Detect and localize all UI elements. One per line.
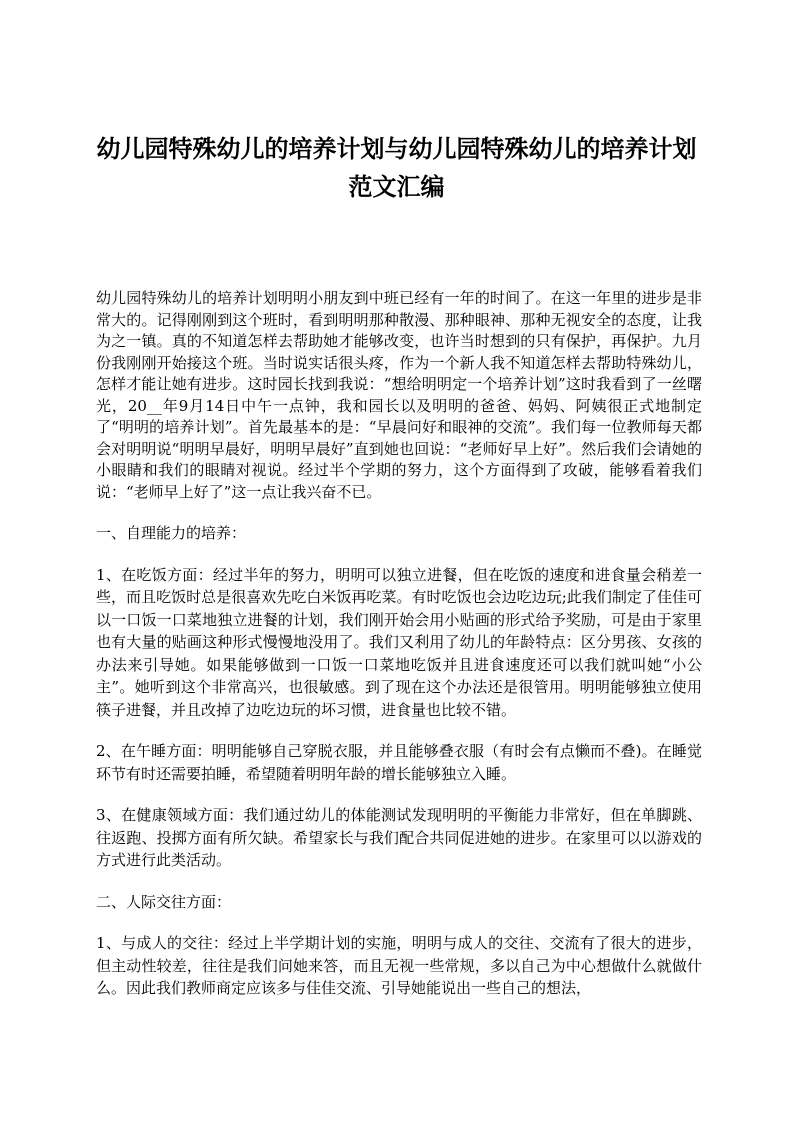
section-heading-social: 二、人际交往方面： xyxy=(96,892,232,911)
paragraph-health: 3、在健康领域方面：我们通过幼儿的体能测试发现明明的平衡能力非常好，但在单脚跳、往返跑、投掷方面有所欠缺。希望家长与我们配合共同促进她的进步。在家里可以以游戏的方式进行此类活动。 xyxy=(96,806,702,869)
paragraph-adult-interaction: 1、与成人的交往：经过上半学期计划的实施，明明与成人的交往、交流有了很大的进步，但主动性较差，往往是我们问她来答，而且无视一些常规，多以自己为中心想做什么就做什么。因此我们教师商定应该多与佳佳交流、引导她能说出一些自己的想法， xyxy=(96,934,702,997)
title-line-1: 幼儿园特殊幼儿的培养计划与幼儿园特殊幼儿的培养计划 xyxy=(96,134,697,163)
title-line-2: 范文汇编 xyxy=(348,172,445,201)
intro-paragraph: 幼儿园特殊幼儿的培养计划明明小朋友到中班已经有一年的时间了。在这一年里的进步是非常大的。记得刚刚到这个班时，看到明明那种散漫、那种眼神、那种无视安全的态度，让我为之一镇。真的不知道怎样去帮助她才能够改变，也许当时想到的只有保护，再保护。九月份我刚刚开始接这个班。当时说实话很头疼，作为一个新人我不知道怎样去帮助特殊幼儿，怎样才能让她有进步。这时园长找到我说：“想给明明定一个培养计划”这时我看到了一丝曙光，20__年9月14日中午一点钟，我和园长以及明明的爸爸、妈妈、阿姨很正式地制定了“明明的培养计划”。首先最基本的是：“早晨问好和眼神的交流”。我们每一位教师每天都会对明明说“明明早晨好，明明早晨好”直到她也回说：“老师好早上好”。然后我们会请她的小眼睛和我们的眼睛对视说。经过半个学期的努力，这个方面得到了攻破，能够看着我们说：“老师早上好了”这一点让我兴奋不已。 xyxy=(96,289,702,501)
paragraph-nap: 2、在午睡方面：明明能够自己穿脱衣服，并且能够叠衣服（有时会有点懒而不叠)。在睡觉环节有时还需要拍睡，希望随着明明年龄的增长能够独立入睡。 xyxy=(96,742,702,783)
document-title xyxy=(60,130,733,206)
document-body xyxy=(96,288,702,1019)
paragraph-eating: 1、在吃饭方面：经过半年的努力，明明可以独立进餐，但在吃饭的速度和进食量会稍差一些，而且吃饭时总是很喜欢先吃白米饭再吃菜。有时吃饭也会边吃边玩;此我们制定了佳佳可以一口饭一口菜地独立进餐的计划，我们刚开始会用小贴画的形式给予奖励，可是由于家里也有大量的贴画这种形式慢慢地没用了。我们又利用了幼儿的年龄特点：区分男孩、女孩的办法来引导她。如果能够做到一口饭一口菜地吃饭并且进食速度还可以我们就叫她“小公主”。她听到这个非常高兴，也很敏感。到了现在这个办法还是很管用。明明能够独立使用筷子进餐，并且改掉了边吃边玩的坏习惯，进食量也比较不错。 xyxy=(96,565,702,719)
section-heading-self-care: 一、自理能力的培养： xyxy=(96,524,247,542)
